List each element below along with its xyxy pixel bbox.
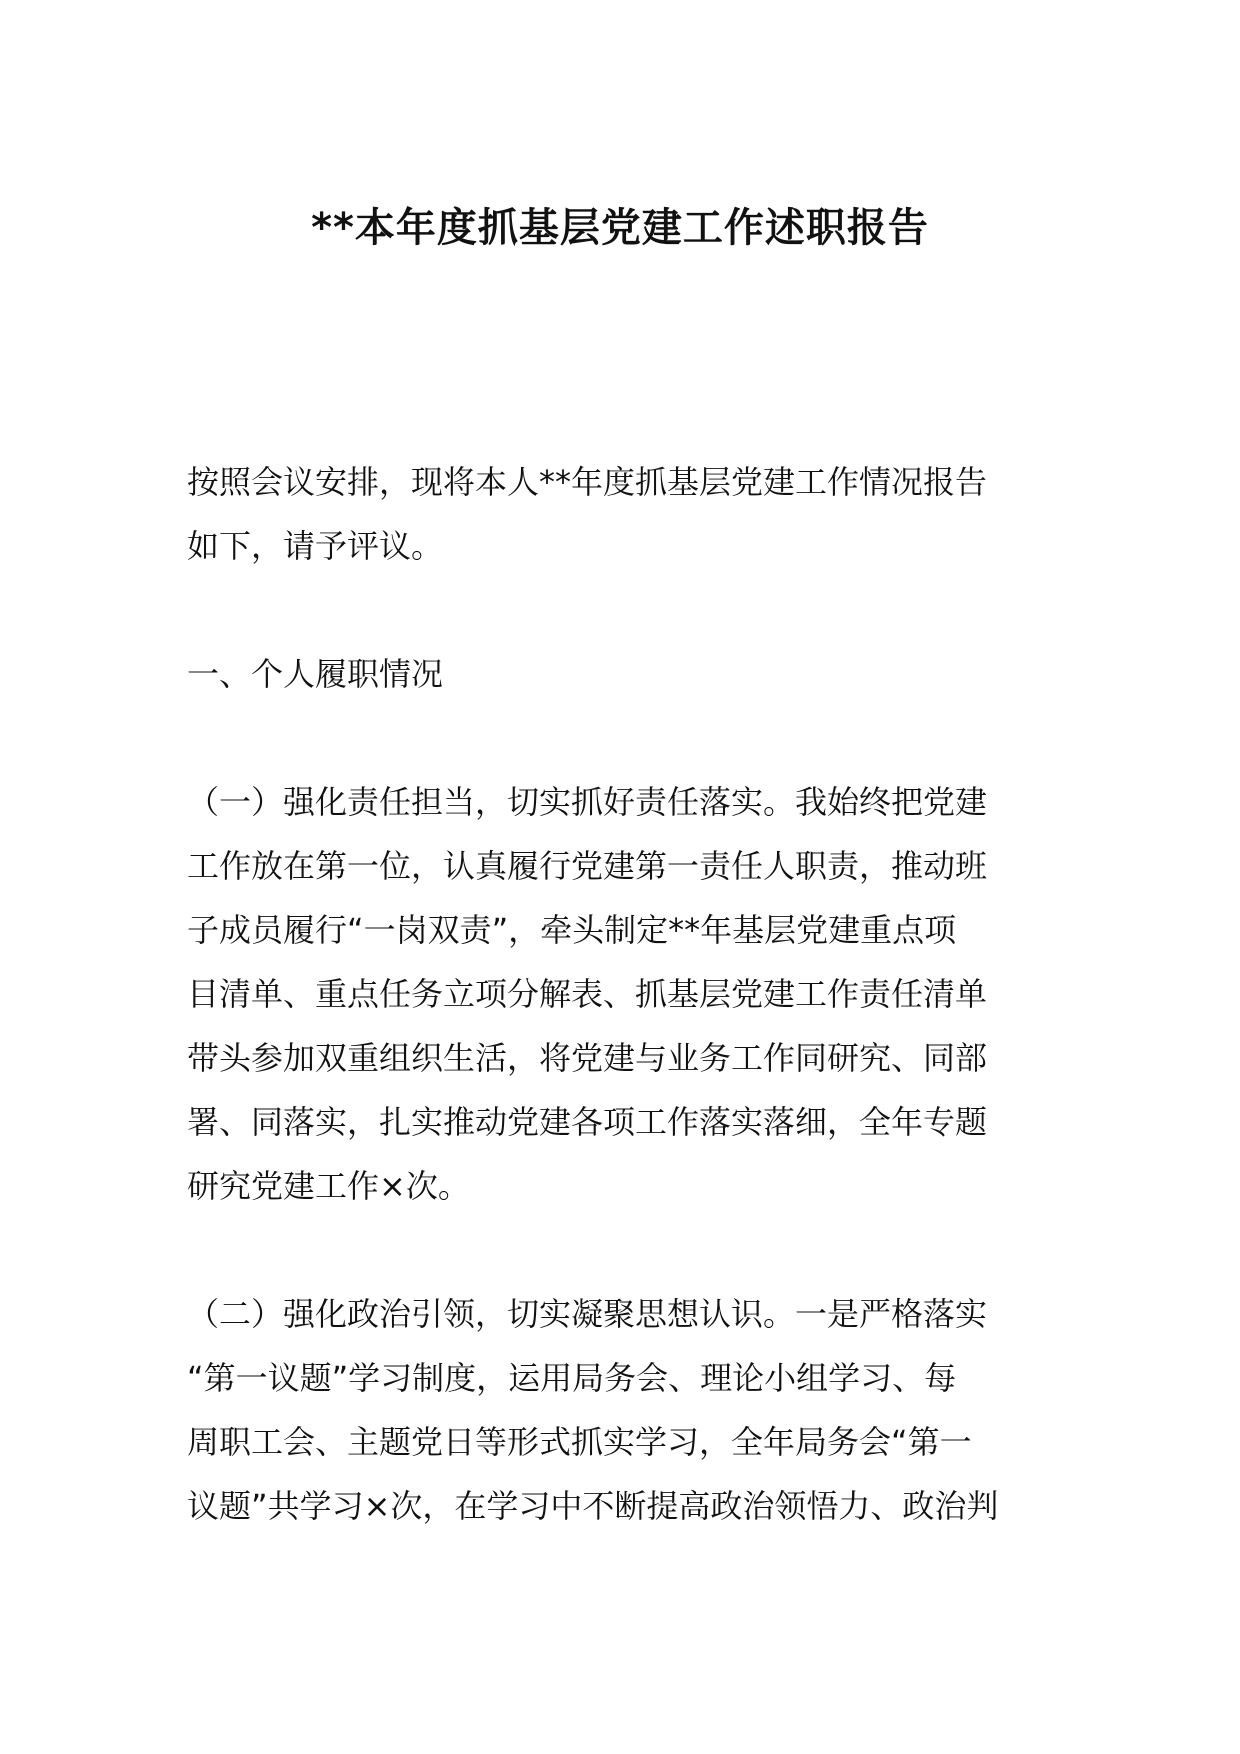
intro-line: 按照会议安排，现将本人**年度抓基层党建工作情况报告 [187, 463, 988, 501]
paragraph-line: （一）强化责任担当，切实抓好责任落实。我始终把党建 [187, 783, 988, 821]
paragraph-line: 目清单、重点任务立项分解表、抓基层党建工作责任清单 [187, 975, 988, 1013]
paragraph-line: 工作放在第一位，认真履行党建第一责任人职责，推动班 [187, 847, 988, 885]
paragraph-line: 子成员履行“一岗双责”，牵头制定**年基层党建重点项 [187, 911, 957, 949]
intro-line: 如下，请予评议。 [187, 527, 444, 565]
section-heading: 一、个人履职情况 [187, 655, 444, 693]
paragraph-line: （二）强化政治引领，切实凝聚思想认识。一是严格落实 [187, 1295, 988, 1333]
paragraph-line: “第一议题”学习制度，运用局务会、理论小组学习、每 [187, 1359, 957, 1397]
paragraph-line: 带头参加双重组织生活，将党建与业务工作同研究、同部 [187, 1039, 988, 1077]
paragraph-line: 议题”共学习×次，在学习中不断提高政治领悟力、政治判 [187, 1487, 999, 1525]
document-title: **本年度抓基层党建工作述职报告 [311, 205, 929, 251]
paragraph-line: 周职工会、主题党日等形式抓实学习，全年局务会“第一 [187, 1423, 972, 1461]
paragraph-line: 研究党建工作×次。 [187, 1167, 470, 1205]
paragraph-line: 署、同落实，扎实推动党建各项工作落实落细，全年专题 [187, 1103, 988, 1141]
